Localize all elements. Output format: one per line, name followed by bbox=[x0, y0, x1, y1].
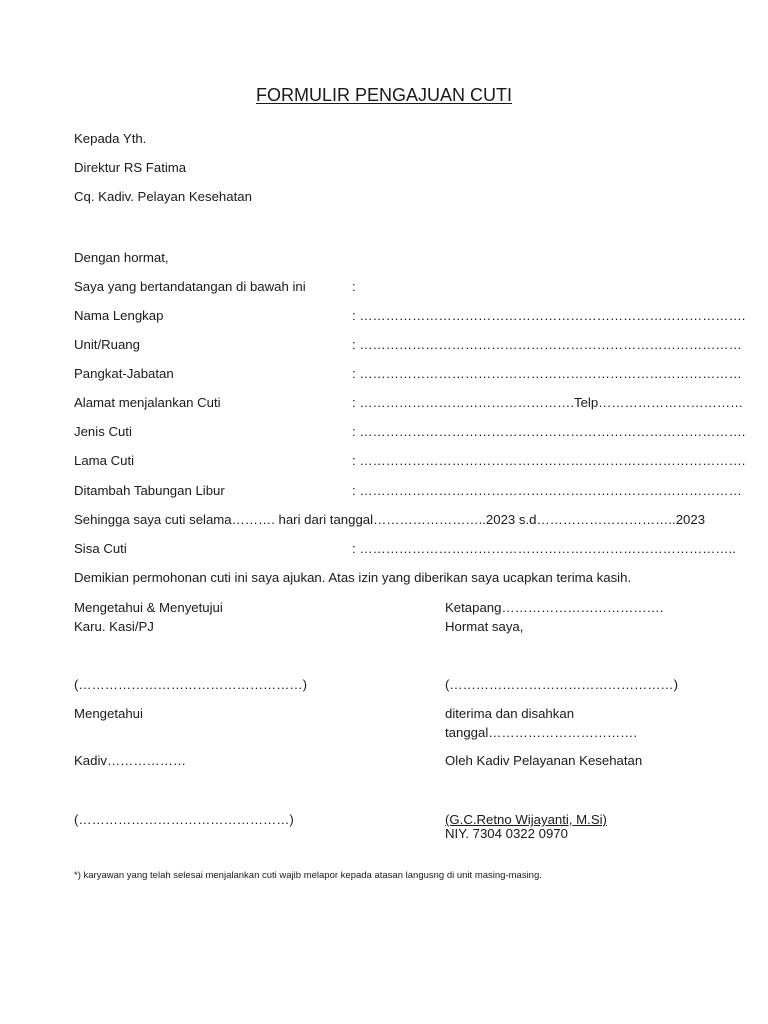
field-value-unit: : …………………………………………………………………………… bbox=[352, 337, 742, 352]
by-kadiv-label: Oleh Kadiv Pelayanan Kesehatan bbox=[445, 753, 643, 768]
greeting: Dengan hormat, bbox=[74, 250, 169, 265]
kadiv-label: Kadiv……………… bbox=[74, 753, 187, 768]
place-date: Ketapang………………………………. bbox=[445, 600, 664, 615]
official-id: NIY. 7304 0322 0970 bbox=[445, 826, 568, 841]
approver-role: Karu. Kasi/PJ bbox=[74, 619, 154, 634]
approve-label: Mengetahui & Menyetujui bbox=[74, 600, 223, 615]
closing-statement: Demikian permohonan cuti ini saya ajukan. Atas izin yang diberikan saya ucapkan terima kasih. bbox=[74, 570, 632, 585]
field-label-leave-type: Jenis Cuti bbox=[74, 424, 132, 439]
field-value-saved-holiday: : …………………………………………………………………………… bbox=[352, 483, 742, 498]
field-label-unit: Unit/Ruang bbox=[74, 337, 140, 352]
official-name: (G.C.Retno Wijayanti, M.Si) bbox=[445, 812, 607, 827]
field-value-rank: : …………………………………………………………………………… bbox=[352, 366, 742, 381]
address-line-1: Kepada Yth. bbox=[74, 131, 147, 146]
field-label-rank: Pangkat-Jabatan bbox=[74, 366, 174, 381]
field-value-address: : ………………………………………….Telp…………………………… bbox=[352, 395, 744, 410]
field-value-leave-type: : ……………………………………………………………………………. bbox=[352, 424, 746, 439]
received-label: diterima dan disahkan bbox=[445, 706, 575, 721]
field-label-name: Nama Lengkap bbox=[74, 308, 164, 323]
address-line-2: Direktur RS Fatima bbox=[74, 160, 187, 175]
address-line-3: Cq. Kadiv. Pelayan Kesehatan bbox=[74, 189, 252, 204]
field-value-leave-length: : ……………………………………………………………………………. bbox=[352, 453, 746, 468]
form-title-text: FORMULIR PENGAJUAN CUTI bbox=[255, 85, 513, 105]
field-value-remaining: : ………………………………………………………………………….. bbox=[352, 541, 736, 556]
footnote: *) karyawan yang telah selesai menjalankan cuti wajib melapor kepada atasan langusng di unit masing-masing. bbox=[74, 870, 542, 881]
intro-label: Saya yang bertandatangan di bawah ini bbox=[74, 279, 306, 294]
field-label-saved-holiday: Ditambah Tabungan Libur bbox=[74, 483, 225, 498]
field-label-remaining: Sisa Cuti bbox=[74, 541, 127, 556]
field-label-leave-length: Lama Cuti bbox=[74, 453, 135, 468]
received-date: tanggal……………………………. bbox=[445, 725, 637, 740]
approver-signature-line: (……………………………………………) bbox=[74, 677, 307, 692]
intro-colon: : bbox=[352, 279, 356, 294]
form-title bbox=[0, 84, 768, 106]
duration-line: Sehingga saya cuti selama………. hari dari tanggal……………………..2023 s.d…………………………..2023 bbox=[74, 512, 706, 527]
field-label-address: Alamat menjalankan Cuti bbox=[74, 395, 221, 410]
known-label: Mengetahui bbox=[74, 706, 143, 721]
applicant-signature-line: (……………………………………………) bbox=[445, 677, 678, 692]
kadiv-signature-line: (…………………………………………) bbox=[74, 812, 294, 827]
field-value-name: : ……………………………………………………………………………. bbox=[352, 308, 746, 323]
regards: Hormat saya, bbox=[445, 619, 524, 634]
